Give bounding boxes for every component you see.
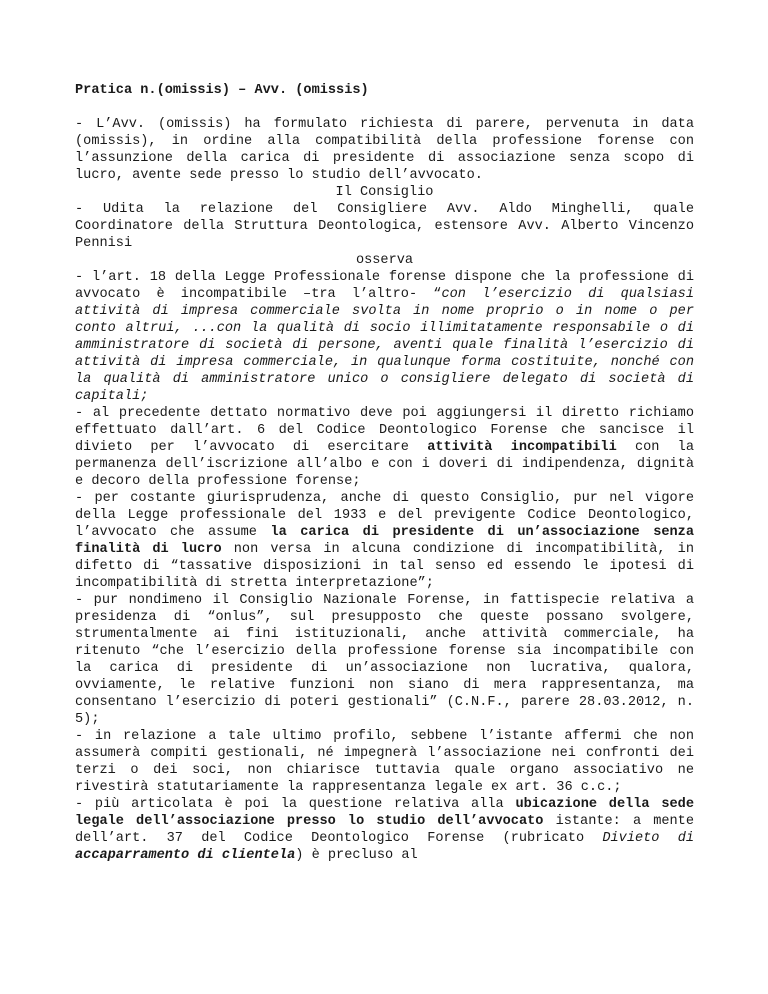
p1-text: - l’art. 18 della Legge Professionale forense dispone che la professione di avvocato è incompatibile –tra l’altro- “: [75, 270, 694, 302]
p6-text-a: - più articolata è poi la questione relativa alla: [75, 797, 516, 812]
council-heading: Il Consiglio: [335, 185, 434, 200]
p6-text-b: istante: a mente dell’art. 37 del Codice Deontologico Forense (rubricato: [75, 814, 694, 846]
title-text: Pratica n.(omissis) – Avv. (omissis): [75, 83, 369, 98]
observes-heading: osserva: [355, 253, 414, 268]
p6-bold-italic: accaparramento di clientela: [75, 848, 296, 863]
p3-text-b: non versa in alcuna condizione di incompatibilità, in difetto di “tassative disposizioni in tal senso ed essendo le ipotesi di incompatibilità di stretta interpretazione”;: [75, 542, 694, 591]
paragraph-jurisprudence: [75, 490, 694, 592]
document-title: [75, 82, 694, 99]
p6-bold: ubicazione della sede legale dell’associazione presso lo studio dell’avvocato: [75, 797, 694, 829]
paragraph-headquarters: [75, 796, 694, 864]
p6-text-c: ) è precluso al: [295, 848, 418, 863]
p1-quote: con l’esercizio di qualsiasi attività di impresa commerciale svolta in nome proprio o in nome o per conto altrui, ...con la qualità di socio illimitatamente responsabile o di amministratore di società di persone, aventi quale finalità l’esercizio di attività di impresa commerciale, in qualunque forma costituite, nonché con la qualità di amministratore unico o consigliere delegato di società di capitali;: [75, 287, 694, 404]
p2-text-a: - al precedente dettato normativo deve poi aggiungersi il diretto richiamo effettuato dall’art. 6 del Codice Deontologico Forense che sancisce il divieto per l’avvocato di esercitare: [75, 406, 694, 455]
p2-text-b: con la permanenza dell’iscrizione all’albo e con i doveri di indipendenza, dignità e decoro della professione forense;: [75, 440, 694, 489]
document-page: [75, 0, 694, 864]
p3-bold: la carica di presidente di un’associazione senza finalità di lucro: [75, 525, 694, 557]
heard-paragraph: - Udita la relazione del Consigliere Avv. Aldo Minghelli, quale Coordinatore della Struttura Deontologica, estensore Avv. Alberto Vincenzo Pennisi: [75, 202, 694, 251]
paragraph-art-6: [75, 405, 694, 490]
p6-italic: Divieto di: [602, 831, 695, 846]
paragraph-art-18: [75, 269, 694, 405]
p3-text-a: - per costante giurisprudenza, anche di questo Consiglio, pur nel vigore della Legge professionale del 1933 e del previgente Codice Deontologico, l’avvocato che assume: [75, 491, 694, 540]
spacer: [75, 99, 694, 116]
intro-paragraph: - L’Avv. (omissis) ha formulato richiesta di parere, pervenuta in data (omissis), in ordine alla compatibilità della professione forense con l’assunzione della carica di presidente di associazione senza scopo di lucro, avente sede presso lo studio dell’avvocato.: [75, 117, 694, 183]
p2-bold: attività incompatibili: [427, 440, 617, 455]
paragraph-cnf: - pur nondimeno il Consiglio Nazionale Forense, in fattispecie relativa a presidenza di “onlus”, sul presupposto che queste possano svolgere, strumentalmente ai fini istituzionali, anche attività commerciale, ha ritenuto “che l’esercizio della professione forense sia incompatibile con la carica di presidente di un’associazione non lucrativa, qualora, ovviamente, le relative funzioni non siano di mera rappresentanza, ma consentano l’esercizio di poteri gestionali” (C.N.F., parere 28.03.2012, n. 5);: [75, 593, 694, 727]
paragraph-management: - in relazione a tale ultimo profilo, sebbene l’istante affermi che non assumerà compiti gestionali, né impegnerà l’associazione nei confronti dei terzi o dei soci, non chiarisce tuttavia quale organo associativo ne rivestirà statutariamente la rappresentanza legale ex art. 36 c.c.;: [75, 729, 694, 795]
